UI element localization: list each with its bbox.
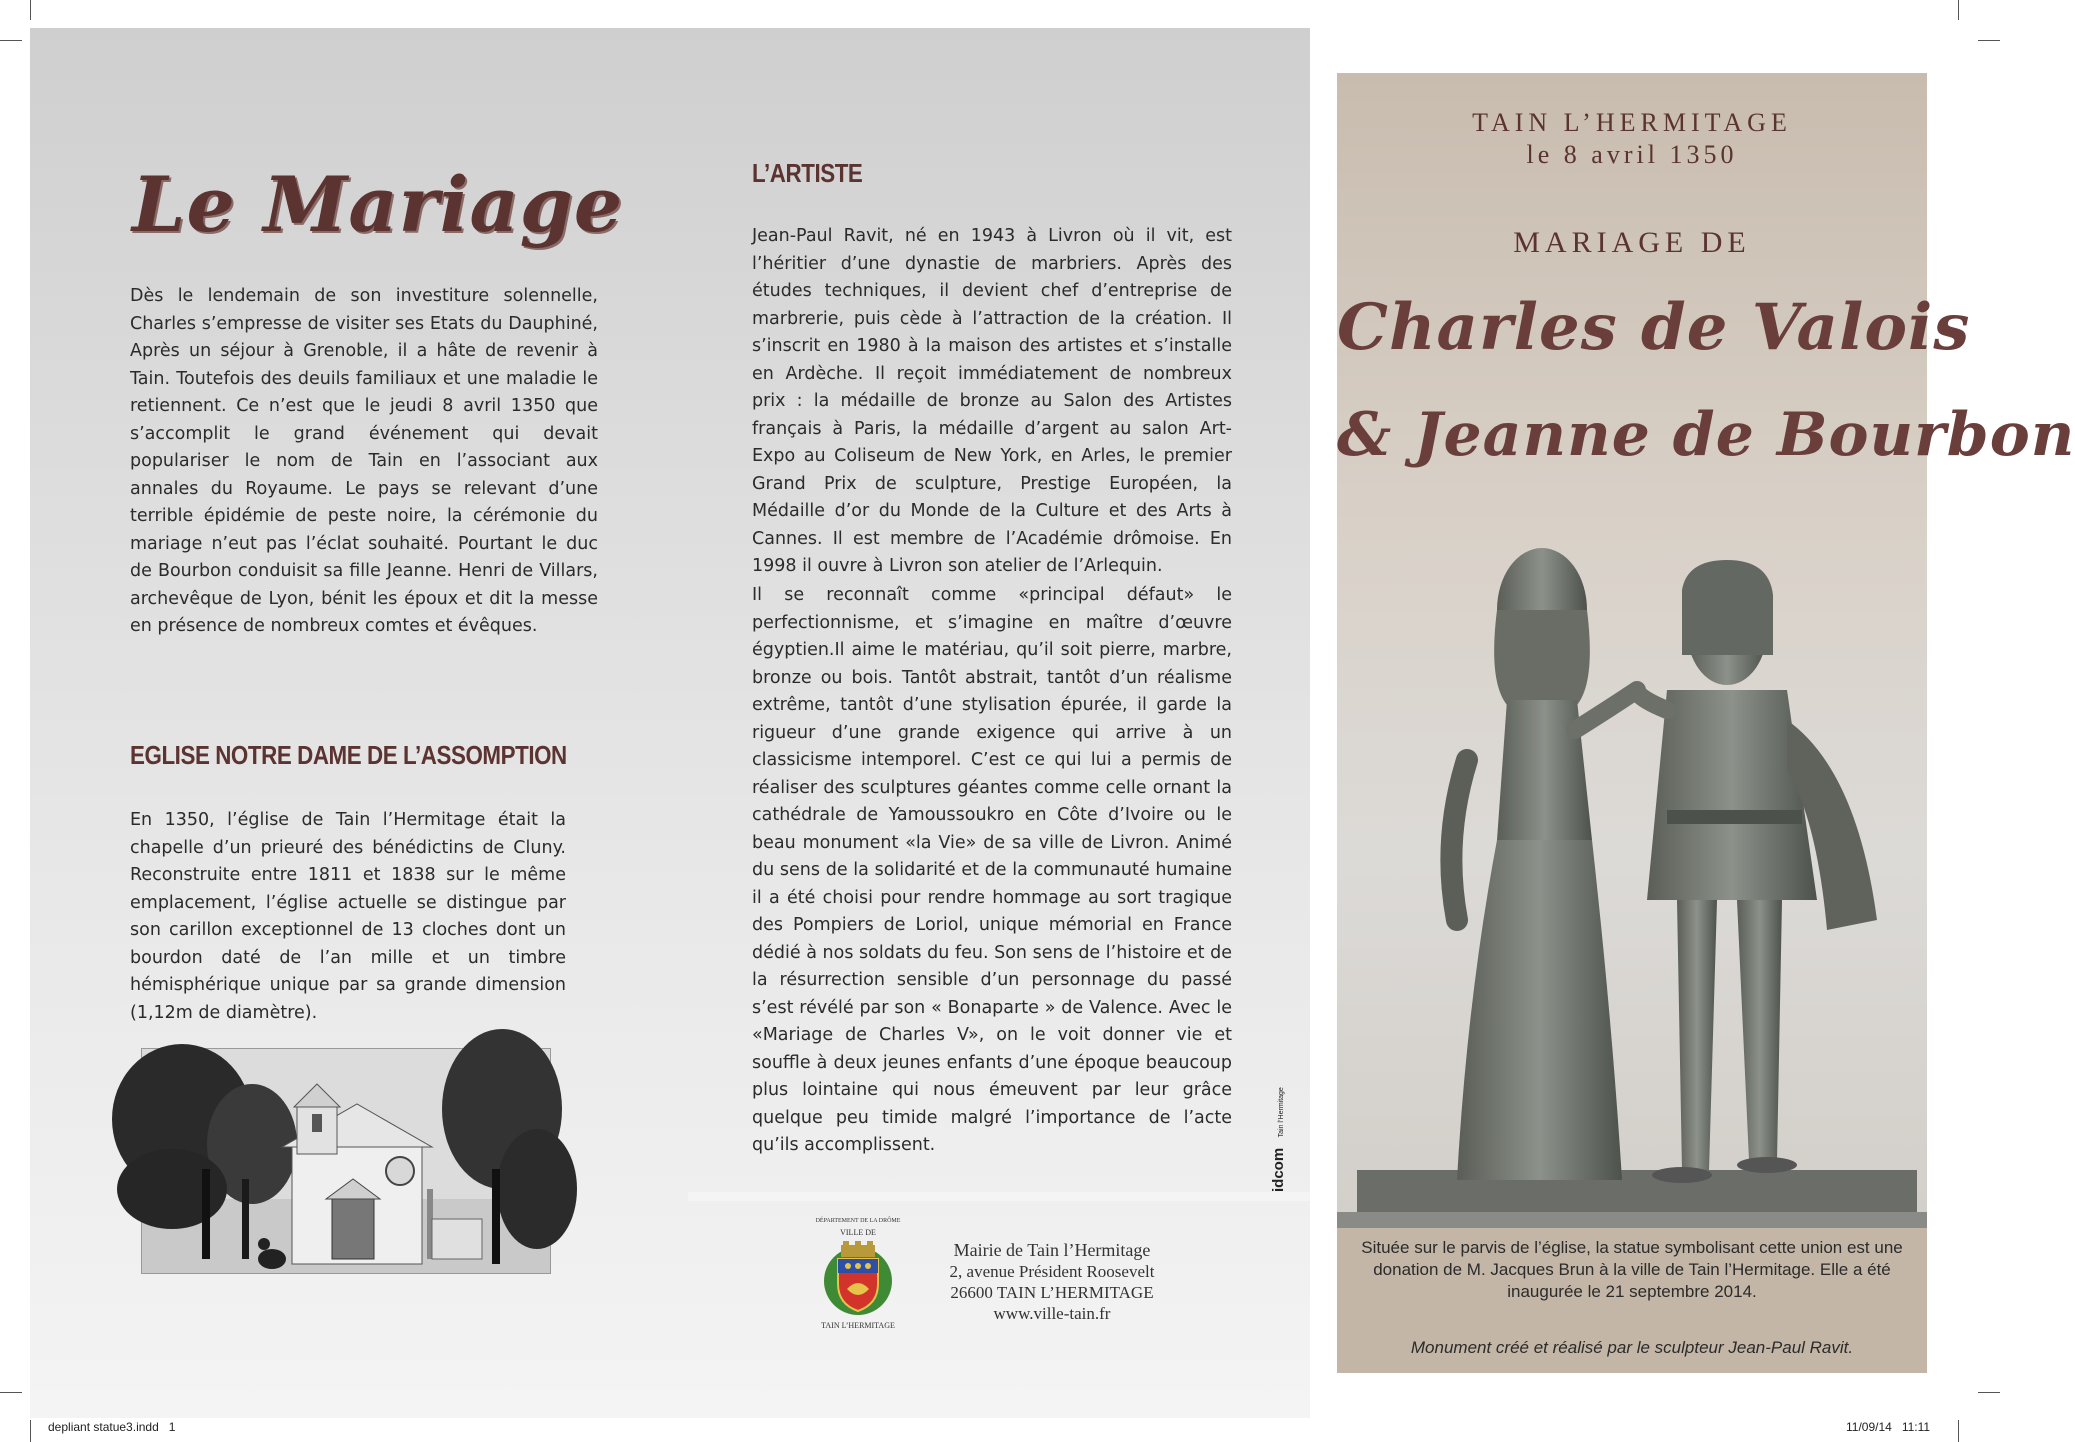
mairie-address — [932, 1240, 1172, 1324]
address-line-1: Mairie de Tain l’Hermitage — [953, 1240, 1151, 1260]
crop-mark — [1978, 40, 2000, 41]
address-line-2: 2, avenue Président Roosevelt — [949, 1262, 1155, 1281]
artiste-heading: L’ARTISTE — [752, 158, 863, 188]
logo-ville-de: VILLE DE — [840, 1228, 876, 1237]
crop-mark — [0, 1392, 22, 1393]
church-engraving-svg — [142, 1049, 550, 1273]
statue-svg — [1337, 520, 1927, 1228]
crop-mark — [1978, 1392, 2000, 1393]
mariage-title: Le Mariage — [132, 160, 624, 249]
church-engraving — [141, 1048, 551, 1274]
artiste-paragraph-1: Jean-Paul Ravit, né en 1943 à Livron où il vit, est l’héritier d’une dynastie de marbriers. Après des études techniques, il devient chef d’entreprise de marbrerie, puis cède à l’attraction de la création. Il s’inscrit en 1980 à la maison des artistes et s’installe en Ardèche. Il reçoit immédiatement de nombreux prix : la médaille de bronze au Salon des Artistes français à Paris, la médaille d’argent au salon Art-Expo au Coliseum de New York, en Arles, le premier Grand Prix de sculpture, Prestige Européen, la Médaille d’or du Monde de la Culture et des Arts à Cannes. Il est membre de l’Académie drômoise. En 1998 il ouvre à Livron son atelier de l’Arlequin. — [752, 226, 1232, 576]
logo-departement: DÉPARTEMENT DE LA DRÔME — [815, 1218, 901, 1224]
eglise-text: En 1350, l’église de Tain l’Hermitage était la chapelle d’un prieuré des bénédictins de Cluny. Reconstruite entre 1811 et 1838 sur le même emplacement, l’église actuelle se distingue par son carillon exceptionnel de 13 cloches dont un bourdon daté de l’an mille et un timbre hémisphérique unique par sa grande dimension (1,12m de diamètre). — [130, 810, 566, 1023]
bride-name: & Jeanne de Bourbon — [1337, 400, 2075, 470]
statue-photo — [1337, 520, 1927, 1228]
place-heading: TAIN L’HERMITAGE — [1472, 108, 1792, 137]
crop-mark — [1958, 0, 1959, 20]
statue-caption: Située sur le parvis de l’église, la statue symbolisant cette union est une donation de M. Jacques Brun à la ville de Tain l’Hermitage. Elle a été inaugurée le 21 septembre 2014. — [1361, 1238, 1903, 1301]
statue-caption-credit: Monument créé et réalisé par le sculpteur Jean-Paul Ravit. — [1410, 1338, 1854, 1357]
coat-of-arms-icon — [821, 1239, 895, 1317]
logo-tain: TAIN L’HERMITAGE — [821, 1321, 895, 1330]
slug-filename: depliant statue3.indd 1 — [48, 1420, 176, 1434]
credit-brand: idcom — [1270, 1147, 1287, 1192]
town-logo — [806, 1218, 910, 1338]
divider-line — [688, 1192, 1310, 1201]
address-website[interactable]: www.ville-tain.fr — [993, 1304, 1111, 1323]
date-heading: le 8 avril 1350 — [1526, 140, 1738, 169]
crop-mark — [30, 0, 31, 20]
slug-date: 11/09/14 11:11 — [1846, 1420, 1931, 1434]
address-line-3: 26600 TAIN L’HERMITAGE — [950, 1283, 1154, 1302]
credit-client: Tain l’Hermitage — [1278, 1087, 1285, 1138]
mariage-de-heading: MARIAGE DE — [1513, 226, 1751, 259]
groom-name: Charles de Valois — [1337, 290, 1971, 365]
crop-mark — [1958, 1420, 1959, 1442]
crop-mark — [30, 1420, 31, 1442]
mariage-text: Dès le lendemain de son investiture solennelle, Charles s’empresse de visiter ses Etats du Dauphiné, Après un séjour à Grenoble, il a hâte de revenir à Tain. Toutefois des deuils familiaux et une maladie le retiennent. Ce n’est que le jeudi 8 avril 1350 que s’accomplit le grand événement qui devait populariser le nom de Tain en l’associant aux annales du Royaume. Le pays se relevant d’une terrible épidémie de peste noire, la cérémonie du mariage n’eut pas l’éclat souhaité. Pourtant le duc de Bourbon conduisit sa fille Jeanne. Henri de Villars, archevêque de Lyon, bénit les époux et dit la messe en présence de nombreux comtes et évêques. — [130, 286, 598, 636]
artiste-paragraph-2: Il se reconnaît comme «principal défaut» le perfectionnisme, et s’imagine en maître d’œuvre égyptien.Il aime le matériau, qu’il soit pierre, marbre, bronze ou bois. Tantôt abstrait, tantôt d’un réalisme extrême, tantôt d’une stylisation épurée, il garde la rigueur d’une grande exigence qui arrive à un classicisme intemporel. C’est ce qui lui a permis de réaliser des sculptures géantes comme celle ornant la cathédrale de Yamoussoukro en Côte d’Ivoire ou le beau monument «la Vie» de sa ville de Livron. Animé du sens de la solidarité et de la communauté humaine il a été choisi pour rendre hommage au sort tragique des Pompiers de Loriol, unique mémorial en France dédié à nos soldats du feu. Son sens de l’histoire et de la résurrection sensible d’un personnage du passé s’est révélé par son « Bonaparte » de Valence. Avec le «Mariage de Charles V», on le voit donner vie et souffle à deux jeunes enfants d’une époque beaucoup plus lointaine qui nous émeuvent par leur grâce quelque peu timide malgré l’importance de l’acte qu’ils accomplissent. — [752, 585, 1232, 1155]
crop-mark — [0, 40, 22, 41]
design-credit — [1270, 1087, 1288, 1192]
eglise-heading: EGLISE NOTRE DAME DE L’ASSOMPTION — [130, 740, 567, 770]
